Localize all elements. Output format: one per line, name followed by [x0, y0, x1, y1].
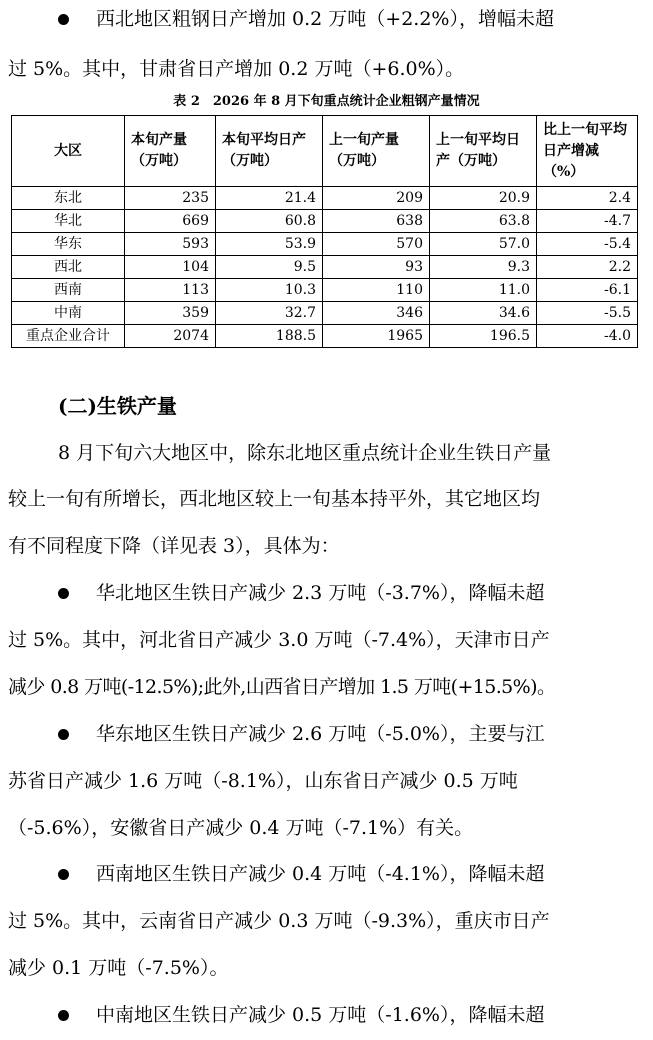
paragraph-line: 减少 0.8 万吨(-12.5%);此外,山西省日产增加 1.5 万吨(+15.5%)。 — [8, 676, 556, 698]
table-cell-value: 638 — [323, 210, 430, 233]
header-previous-output: 上一旬产量（万吨） — [323, 116, 430, 187]
table-cell-value: 9.5 — [216, 256, 323, 279]
bullet-dot — [58, 14, 69, 25]
table-row — [12, 187, 638, 210]
table-cell-value: 1965 — [323, 325, 430, 348]
table-cell-value: 60.8 — [216, 210, 323, 233]
table-cell-value: 196.5 — [430, 325, 537, 348]
table-cell-region: 中南 — [12, 302, 125, 325]
table-header-row — [12, 116, 638, 187]
paragraph-line: 有不同程度下降（详见表 3），具体为： — [8, 535, 340, 557]
header-current-output: 本旬产量（万吨） — [125, 116, 216, 187]
table-cell-value: 188.5 — [216, 325, 323, 348]
table-cell-value: 570 — [323, 233, 430, 256]
table-cell-value: 11.0 — [430, 279, 537, 302]
paragraph-line: 苏省日产减少 1.6 万吨（-8.1%），山东省日产减少 0.5 万吨 — [8, 770, 518, 792]
table-cell-value: 209 — [323, 187, 430, 210]
table-cell-region: 华东 — [12, 233, 125, 256]
paragraph-line: 中南地区生铁日产减少 0.5 万吨（-1.6%），降幅未超 — [96, 1004, 545, 1026]
table-cell-value: 9.3 — [430, 256, 537, 279]
bullet-dot — [58, 869, 69, 880]
bullet-dot — [58, 729, 69, 740]
header-current-daily: 本旬平均日产（万吨） — [216, 116, 323, 187]
section-heading: (二)生铁产量 — [58, 394, 177, 418]
paragraph-line: （-5.6%），安徽省日产减少 0.4 万吨（-7.1%）有关。 — [8, 817, 474, 839]
table-cell-value: -5.4 — [537, 233, 638, 256]
table-caption: 表 2 2026 年 8 月下旬重点统计企业粗钢产量情况 — [173, 94, 480, 109]
header-change-pct: 比上一旬平均日产增减（%） — [537, 116, 638, 187]
paragraph-line: 西北地区粗钢日产增加 0.2 万吨（+2.2%），增幅未超 — [96, 8, 554, 30]
paragraph-line: 华北地区生铁日产减少 2.3 万吨（-3.7%），降幅未超 — [96, 582, 545, 604]
table-cell-value: -4.0 — [537, 325, 638, 348]
paragraph-line: 过 5%。其中，云南省日产减少 0.3 万吨（-9.3%），重庆市日产 — [8, 910, 550, 932]
table-cell-value: 10.3 — [216, 279, 323, 302]
table-cell-region: 东北 — [12, 187, 125, 210]
paragraph-line: 过 5%。其中，河北省日产减少 3.0 万吨（-7.4%），天津市日产 — [8, 629, 550, 651]
table-cell-value: 63.8 — [430, 210, 537, 233]
table-cell-value: 2.4 — [537, 187, 638, 210]
paragraph-line: 8 月下旬六大地区中，除东北地区重点统计企业生铁日产量 — [58, 442, 552, 464]
table-cell-value: 593 — [125, 233, 216, 256]
table-cell-value: 20.9 — [430, 187, 537, 210]
table-cell-region: 华北 — [12, 210, 125, 233]
paragraph-line: 西南地区生铁日产减少 0.4 万吨（-4.1%），降幅未超 — [96, 863, 545, 885]
paragraph-line: 较上一旬有所增长，西北地区较上一旬基本持平外，其它地区均 — [8, 488, 541, 510]
header-region: 大区 — [12, 116, 125, 187]
bullet-dot — [58, 1010, 69, 1021]
table-row — [12, 325, 638, 348]
table-row — [12, 302, 638, 325]
table-cell-value: 110 — [323, 279, 430, 302]
table-cell-value: 346 — [323, 302, 430, 325]
table-cell-value: 2074 — [125, 325, 216, 348]
table-row — [12, 233, 638, 256]
table-row — [12, 210, 638, 233]
table-cell-value: -4.7 — [537, 210, 638, 233]
table-cell-region: 西南 — [12, 279, 125, 302]
table-cell-value: 57.0 — [430, 233, 537, 256]
paragraph-line: 华东地区生铁日产减少 2.6 万吨（-5.0%），主要与江 — [96, 723, 545, 745]
table-cell-value: -6.1 — [537, 279, 638, 302]
table-row — [12, 256, 638, 279]
table-cell-value: -5.5 — [537, 302, 638, 325]
table-cell-value: 669 — [125, 210, 216, 233]
table-cell-value: 21.4 — [216, 187, 323, 210]
table-cell-region: 西北 — [12, 256, 125, 279]
table-cell-value: 34.6 — [430, 302, 537, 325]
table-row — [12, 279, 638, 302]
table-cell-value: 93 — [323, 256, 430, 279]
paragraph-line: 减少 0.1 万吨（-7.5%）。 — [8, 957, 229, 979]
table-cell-value: 53.9 — [216, 233, 323, 256]
table-cell-value: 113 — [125, 279, 216, 302]
table-cell-value: 2.2 — [537, 256, 638, 279]
table-cell-value: 359 — [125, 302, 216, 325]
table-cell-region: 重点企业合计 — [12, 325, 125, 348]
table-cell-value: 32.7 — [216, 302, 323, 325]
paragraph-line: 过 5%。其中，甘肃省日产增加 0.2 万吨（+6.0%）。 — [8, 58, 465, 80]
bullet-dot — [58, 588, 69, 599]
table-cell-value: 235 — [125, 187, 216, 210]
header-previous-daily: 上一旬平均日产（万吨） — [430, 116, 537, 187]
table-cell-value: 104 — [125, 256, 216, 279]
crude-steel-table — [11, 115, 638, 348]
